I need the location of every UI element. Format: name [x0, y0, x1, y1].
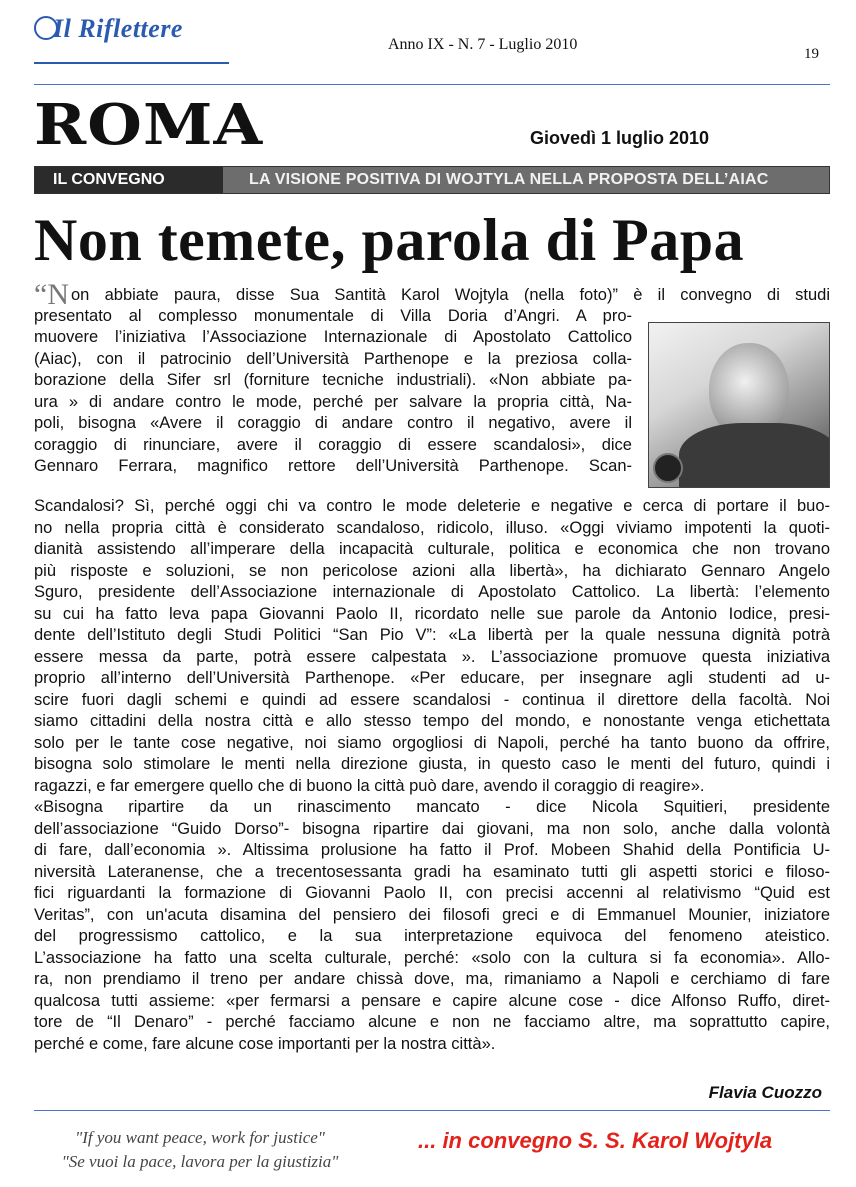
body-line: su cui ha fatto leva papa Giovanni Paolo II, ricordato nelle sue parole da Antonio Iodice, presi-: [34, 604, 830, 623]
body-line: perché e come, fare alcune cose importanti per la nostra città».: [34, 1034, 496, 1053]
logo-underline: [34, 62, 229, 64]
body-line: L’associazione ha fatto una scelta culturale, perché: «solo con la cultura si fa economia». Allo-: [34, 948, 830, 967]
body-line: dianità assistendo all’imperare della incapacità culturale, politica e economica che non trovano: [34, 540, 830, 558]
footer-motto: [40, 1126, 360, 1174]
logo-text: Il Riflettere: [53, 14, 183, 43]
body-line: (Aiac), con il patrocinio dell’Università Parthenope e la preziosa colla-: [34, 349, 632, 368]
photo-robe: [679, 423, 830, 488]
article-byline: Flavia Cuozzo: [708, 1083, 822, 1102]
newspaper-name: ROMA: [34, 92, 264, 158]
body-line: ura » di andare contro le mode, perché per salvare la propria città, Na-: [34, 392, 632, 411]
body-line: muovere l’iniziativa l’Associazione Internazionale di Apostolato Cattolico: [34, 328, 632, 346]
issue-info: Anno IX - N. 7 - Luglio 2010: [388, 36, 578, 53]
opening-quote: “: [34, 284, 48, 306]
body-line: essere messa da parte, potrà essere calpestata ». L’associazione promuove questa iniziativa: [34, 647, 830, 666]
page-number: 19: [804, 46, 819, 62]
body-line: del progressismo cattolico, e la sua interpretazione equivoca del fenomeno ateistico.: [34, 927, 830, 945]
body-line: no nella propria città è considerato scandaloso, ridicolo, illuso. «Oggi viviamo impotenti la quoti-: [34, 518, 830, 537]
body-line: di fare, dall’economia ». Altissima prolusione ha fatto il Prof. Mobeen Shahid della Pontificia U-: [34, 841, 830, 859]
body-line: fici riguardanti la formazione di Giovanni Paolo II, con precisi accenni al relativismo “Quid est: [34, 884, 830, 902]
body-line: bisogna solo stimolare le menti nella direzione giusta, in questo caso le menti del futuro, quindi i: [34, 755, 830, 773]
body-line: solo per le tante cose negative, noi siamo orgogliosi di Napoli, perché ha tanto buono da offrire,: [34, 733, 830, 752]
body-line: proprio all’interno dell’Università Parthenope. «Per educare, per insegnare agli studenti ad u-: [34, 669, 830, 687]
section-bar: [34, 166, 830, 194]
body-line: dente dell’Istituto degli Studi Politici “San Pio V”: «La libertà per la quale nessuna dignità potrà: [34, 626, 830, 644]
body-line: più risposte e soluzioni, se non pericolose azioni alla libertà», ha dichiarato Gennaro Angelo: [34, 561, 830, 580]
header-divider: [34, 84, 830, 85]
motto-english: "If you want peace, work for justice": [75, 1128, 325, 1147]
article-body-wide: [34, 496, 830, 1055]
article-first-line: [34, 284, 830, 306]
drop-cap: N: [47, 284, 69, 306]
body-line: presentato al complesso monumentale di Villa Doria d’Angri. A pro-: [34, 306, 632, 325]
body-line: Veritas”, con un'acuta disamina del pensiero dei filosofi greci e di Emmanuel Mounier, iniziatore: [34, 905, 830, 924]
body-line: coraggio di rinunciare, avere il coraggio di essere scandalosi», dice: [34, 435, 632, 454]
footer-kicker: ... in convegno S. S. Karol Wojtyla: [418, 1128, 773, 1153]
body-line: scire fuori dagli schemi e quindi ad essere scandalosi - continua il direttore della facoltà. Noi: [34, 690, 830, 709]
body-line: «Bisogna ripartire da un rinascimento mancato - dice Nicola Squitieri, presidente: [34, 798, 830, 816]
body-line: tore de “Il Denaro” - perché facciamo alcune e non ne facciamo altre, ma soprattutto capire,: [34, 1013, 830, 1031]
body-line: niversità Lateranense, che a trecentosessanta gradi ha esaminato tutti gli aspetti storici e filoso-: [34, 862, 830, 881]
microphone-icon: [653, 453, 683, 483]
section-kicker: LA VISIONE POSITIVA DI WOJTYLA NELLA PROPOSTA DELL’AIAC: [249, 171, 769, 188]
body-line: qualcosa tutti assieme: «per fermarsi a pensare e capire alcune cose - dice Alfonso Ruffo, diret-: [34, 991, 830, 1010]
clipping-date: Giovedì 1 luglio 2010: [530, 128, 710, 148]
footer-divider: [34, 1110, 830, 1111]
article-headline: Non temete, parola di Papa: [34, 207, 745, 273]
body-line: dell’associazione “Guido Dorso”- bisogna ripartire dai giovani, ma non solo, anche dalla volontà: [34, 819, 830, 838]
body-line: borazione della Sifer srl (forniture tecniche industriali). «Non abbiate pa-: [34, 371, 632, 389]
body-line: siamo cittadini della nostra città e allo stesso tempo del mondo, e nonostante venga etichettata: [34, 712, 830, 730]
first-line-text: on abbiate paura, disse Sua Santità Karol Wojtyla (nella foto)” è il convegno di studi: [71, 286, 830, 304]
body-line: poli, bisogna «Avere il coraggio di andare contro il negativo, avere il: [34, 414, 632, 432]
body-line: Sguro, presidente dell’Associazione internazionale di Apostolato Cattolico. La libertà: l’elemento: [34, 583, 830, 601]
newsletter-logo: [34, 14, 183, 44]
section-label: IL CONVEGNO: [35, 167, 223, 193]
body-line: ragazzi, e far emergere quello che di buono la città può dare, avendo il coraggio di reagire».: [34, 776, 705, 795]
motto-italian: "Se vuoi la pace, lavora per la giustizia": [61, 1152, 339, 1171]
body-line: ra, non prendiamo il treno per andare chissà dove, ma, rimaniamo a Napoli e cerchiamo di fare: [34, 970, 830, 988]
pope-photo: [648, 322, 830, 488]
body-line: Scandalosi? Sì, perché oggi chi va contro le mode deleterie e negative e cerca di portare il buo-: [34, 497, 830, 515]
body-line: Gennaro Ferrara, magnifico rettore dell’Università Parthenope. Scan-: [34, 457, 632, 475]
